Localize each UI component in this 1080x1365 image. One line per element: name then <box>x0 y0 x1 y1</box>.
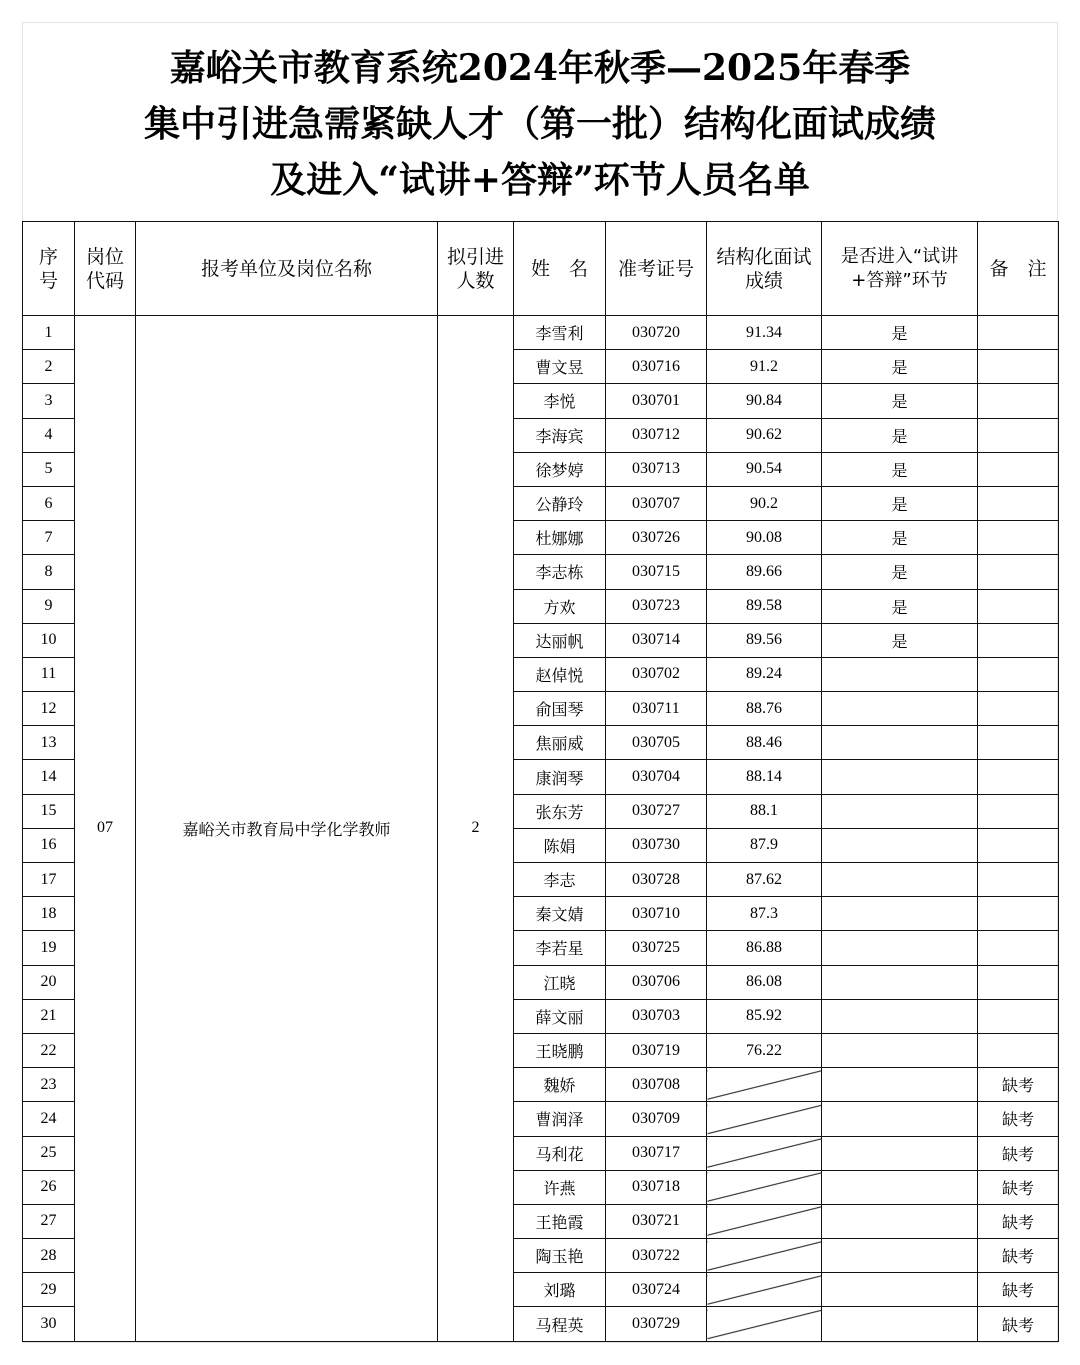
cell-ticket: 030729 <box>606 1307 707 1341</box>
cell-ticket: 030717 <box>606 1136 707 1170</box>
header-ticket: 准考证号 <box>606 222 707 316</box>
cell-quota: 2 <box>438 316 514 1342</box>
cell-ticket: 030724 <box>606 1273 707 1307</box>
cell-ticket: 030713 <box>606 452 707 486</box>
table-row <box>23 316 1059 350</box>
cell-advance: 是 <box>822 623 978 657</box>
cell-advance <box>822 999 978 1033</box>
cell-name: 刘璐 <box>514 1273 606 1307</box>
cell-score: 88.46 <box>707 726 822 760</box>
cell-unit: 嘉峪关市教育局中学化学教师 <box>136 316 438 1342</box>
cell-note: 缺考 <box>978 1068 1059 1102</box>
header-unit: 报考单位及岗位名称 <box>136 222 438 316</box>
cell-ticket: 030710 <box>606 897 707 931</box>
cell-ticket: 030702 <box>606 657 707 691</box>
cell-ticket: 030703 <box>606 999 707 1033</box>
results-table <box>22 221 1059 1342</box>
cell-ticket: 030711 <box>606 692 707 726</box>
header-row <box>23 222 1059 316</box>
cell-name: 陶玉艳 <box>514 1239 606 1273</box>
cell-score: 85.92 <box>707 999 822 1033</box>
cell-ticket: 030722 <box>606 1239 707 1273</box>
cell-score: 90.62 <box>707 418 822 452</box>
cell-ticket: 030705 <box>606 726 707 760</box>
cell-advance <box>822 692 978 726</box>
cell-note <box>978 760 1059 794</box>
cell-name: 曹润泽 <box>514 1102 606 1136</box>
cell-ticket: 030714 <box>606 623 707 657</box>
cell-seq: 30 <box>23 1307 75 1341</box>
cell-seq: 1 <box>23 316 75 350</box>
header-score: 结构化面试成绩 <box>707 222 822 316</box>
header-advance: 是否进入“试讲+答辩”环节 <box>822 222 978 316</box>
cell-note <box>978 418 1059 452</box>
cell-seq: 19 <box>23 931 75 965</box>
cell-name: 李若星 <box>514 931 606 965</box>
cell-name: 薛文丽 <box>514 999 606 1033</box>
cell-score: 90.84 <box>707 384 822 418</box>
cell-seq: 2 <box>23 350 75 384</box>
cell-note <box>978 794 1059 828</box>
cell-ticket: 030730 <box>606 828 707 862</box>
cell-note <box>978 657 1059 691</box>
cell-score <box>707 1273 822 1307</box>
cell-seq: 3 <box>23 384 75 418</box>
cell-ticket: 030704 <box>606 760 707 794</box>
cell-advance <box>822 1033 978 1067</box>
cell-name: 康润琴 <box>514 760 606 794</box>
cell-seq: 24 <box>23 1102 75 1136</box>
cell-note <box>978 589 1059 623</box>
cell-score: 87.9 <box>707 828 822 862</box>
cell-score <box>707 1068 822 1102</box>
cell-ticket: 030708 <box>606 1068 707 1102</box>
cell-score: 91.2 <box>707 350 822 384</box>
cell-name: 许燕 <box>514 1170 606 1204</box>
cell-seq: 23 <box>23 1068 75 1102</box>
cell-advance: 是 <box>822 486 978 520</box>
cell-advance: 是 <box>822 316 978 350</box>
cell-seq: 6 <box>23 486 75 520</box>
cell-advance: 是 <box>822 555 978 589</box>
cell-note <box>978 452 1059 486</box>
cell-score: 90.54 <box>707 452 822 486</box>
cell-note <box>978 555 1059 589</box>
cell-seq: 22 <box>23 1033 75 1067</box>
cell-note <box>978 1033 1059 1067</box>
cell-advance: 是 <box>822 384 978 418</box>
cell-score: 89.56 <box>707 623 822 657</box>
cell-advance <box>822 794 978 828</box>
cell-name: 公静玲 <box>514 486 606 520</box>
cell-ticket: 030727 <box>606 794 707 828</box>
cell-name: 李悦 <box>514 384 606 418</box>
cell-score <box>707 1307 822 1341</box>
cell-score: 89.66 <box>707 555 822 589</box>
cell-name: 李志栋 <box>514 555 606 589</box>
cell-score: 87.3 <box>707 897 822 931</box>
cell-ticket: 030709 <box>606 1102 707 1136</box>
cell-name: 马利花 <box>514 1136 606 1170</box>
cell-score <box>707 1102 822 1136</box>
cell-name: 李雪利 <box>514 316 606 350</box>
cell-advance <box>822 863 978 897</box>
document-title <box>22 40 1058 208</box>
cell-score <box>707 1136 822 1170</box>
cell-name: 徐梦婷 <box>514 452 606 486</box>
cell-note: 缺考 <box>978 1136 1059 1170</box>
cell-name: 王艳霞 <box>514 1204 606 1238</box>
cell-advance <box>822 726 978 760</box>
cell-seq: 29 <box>23 1273 75 1307</box>
cell-advance <box>822 897 978 931</box>
cell-name: 秦文婧 <box>514 897 606 931</box>
header-post-code: 岗位代码 <box>75 222 136 316</box>
cell-score <box>707 1170 822 1204</box>
cell-note <box>978 692 1059 726</box>
title-line-1: 嘉峪关市教育系统2024年秋季—2025年春季 <box>169 47 911 89</box>
cell-advance <box>822 1273 978 1307</box>
cell-name: 达丽帆 <box>514 623 606 657</box>
cell-note <box>978 486 1059 520</box>
cell-note <box>978 521 1059 555</box>
cell-ticket: 030716 <box>606 350 707 384</box>
cell-name: 俞国琴 <box>514 692 606 726</box>
cell-name: 焦丽威 <box>514 726 606 760</box>
cell-advance <box>822 760 978 794</box>
cell-name: 江晓 <box>514 965 606 999</box>
cell-note: 缺考 <box>978 1273 1059 1307</box>
cell-advance <box>822 828 978 862</box>
cell-score: 89.58 <box>707 589 822 623</box>
cell-score: 88.14 <box>707 760 822 794</box>
cell-advance: 是 <box>822 521 978 555</box>
cell-seq: 27 <box>23 1204 75 1238</box>
cell-name: 杜娜娜 <box>514 521 606 555</box>
cell-advance <box>822 931 978 965</box>
cell-note <box>978 350 1059 384</box>
cell-advance <box>822 1307 978 1341</box>
cell-ticket: 030725 <box>606 931 707 965</box>
cell-score: 86.88 <box>707 931 822 965</box>
cell-advance <box>822 1068 978 1102</box>
cell-name: 陈娟 <box>514 828 606 862</box>
cell-seq: 15 <box>23 794 75 828</box>
cell-seq: 18 <box>23 897 75 931</box>
cell-name: 曹文昱 <box>514 350 606 384</box>
header-quota: 拟引进人数 <box>438 222 514 316</box>
cell-ticket: 030721 <box>606 1204 707 1238</box>
cell-ticket: 030723 <box>606 589 707 623</box>
cell-ticket: 030728 <box>606 863 707 897</box>
cell-note <box>978 726 1059 760</box>
cell-score: 87.62 <box>707 863 822 897</box>
cell-name: 李海宾 <box>514 418 606 452</box>
cell-seq: 8 <box>23 555 75 589</box>
cell-advance <box>822 657 978 691</box>
cell-note <box>978 623 1059 657</box>
cell-seq: 11 <box>23 657 75 691</box>
cell-seq: 13 <box>23 726 75 760</box>
cell-score: 90.08 <box>707 521 822 555</box>
cell-name: 马程英 <box>514 1307 606 1341</box>
header-note: 备 注 <box>978 222 1059 316</box>
cell-seq: 9 <box>23 589 75 623</box>
cell-advance: 是 <box>822 418 978 452</box>
cell-seq: 16 <box>23 828 75 862</box>
cell-name: 李志 <box>514 863 606 897</box>
cell-advance <box>822 965 978 999</box>
cell-score: 76.22 <box>707 1033 822 1067</box>
cell-note <box>978 999 1059 1033</box>
cell-ticket: 030720 <box>606 316 707 350</box>
cell-post-code: 07 <box>75 316 136 1342</box>
cell-name: 方欢 <box>514 589 606 623</box>
cell-score: 88.1 <box>707 794 822 828</box>
cell-seq: 14 <box>23 760 75 794</box>
cell-ticket: 030707 <box>606 486 707 520</box>
cell-note: 缺考 <box>978 1204 1059 1238</box>
cell-ticket: 030701 <box>606 384 707 418</box>
cell-score: 88.76 <box>707 692 822 726</box>
header-seq: 序号 <box>23 222 75 316</box>
cell-score <box>707 1204 822 1238</box>
cell-name: 魏娇 <box>514 1068 606 1102</box>
cell-seq: 4 <box>23 418 75 452</box>
cell-seq: 20 <box>23 965 75 999</box>
cell-note <box>978 863 1059 897</box>
cell-ticket: 030715 <box>606 555 707 589</box>
cell-note: 缺考 <box>978 1239 1059 1273</box>
cell-note: 缺考 <box>978 1307 1059 1341</box>
cell-seq: 7 <box>23 521 75 555</box>
cell-seq: 21 <box>23 999 75 1033</box>
cell-note <box>978 828 1059 862</box>
cell-score: 86.08 <box>707 965 822 999</box>
header-name: 姓 名 <box>514 222 606 316</box>
cell-note <box>978 316 1059 350</box>
cell-name: 王晓鹏 <box>514 1033 606 1067</box>
cell-seq: 5 <box>23 452 75 486</box>
cell-score <box>707 1239 822 1273</box>
cell-advance <box>822 1239 978 1273</box>
cell-seq: 26 <box>23 1170 75 1204</box>
cell-score: 90.2 <box>707 486 822 520</box>
title-line-2: 集中引进急需紧缺人才（第一批）结构化面试成绩 <box>143 103 936 145</box>
cell-seq: 12 <box>23 692 75 726</box>
cell-ticket: 030718 <box>606 1170 707 1204</box>
title-line-3: 及进入“试讲+答辩”环节人员名单 <box>270 159 810 201</box>
cell-seq: 10 <box>23 623 75 657</box>
cell-note <box>978 897 1059 931</box>
cell-note <box>978 931 1059 965</box>
cell-note: 缺考 <box>978 1102 1059 1136</box>
cell-advance <box>822 1170 978 1204</box>
cell-name: 张东芳 <box>514 794 606 828</box>
cell-advance <box>822 1204 978 1238</box>
cell-ticket: 030719 <box>606 1033 707 1067</box>
cell-seq: 28 <box>23 1239 75 1273</box>
cell-note <box>978 384 1059 418</box>
cell-ticket: 030706 <box>606 965 707 999</box>
cell-seq: 25 <box>23 1136 75 1170</box>
cell-name: 赵倬悦 <box>514 657 606 691</box>
cell-seq: 17 <box>23 863 75 897</box>
cell-advance: 是 <box>822 452 978 486</box>
cell-advance <box>822 1102 978 1136</box>
cell-note: 缺考 <box>978 1170 1059 1204</box>
cell-score: 91.34 <box>707 316 822 350</box>
cell-advance: 是 <box>822 350 978 384</box>
cell-advance <box>822 1136 978 1170</box>
cell-ticket: 030726 <box>606 521 707 555</box>
cell-note <box>978 965 1059 999</box>
cell-advance: 是 <box>822 589 978 623</box>
cell-ticket: 030712 <box>606 418 707 452</box>
cell-score: 89.24 <box>707 657 822 691</box>
